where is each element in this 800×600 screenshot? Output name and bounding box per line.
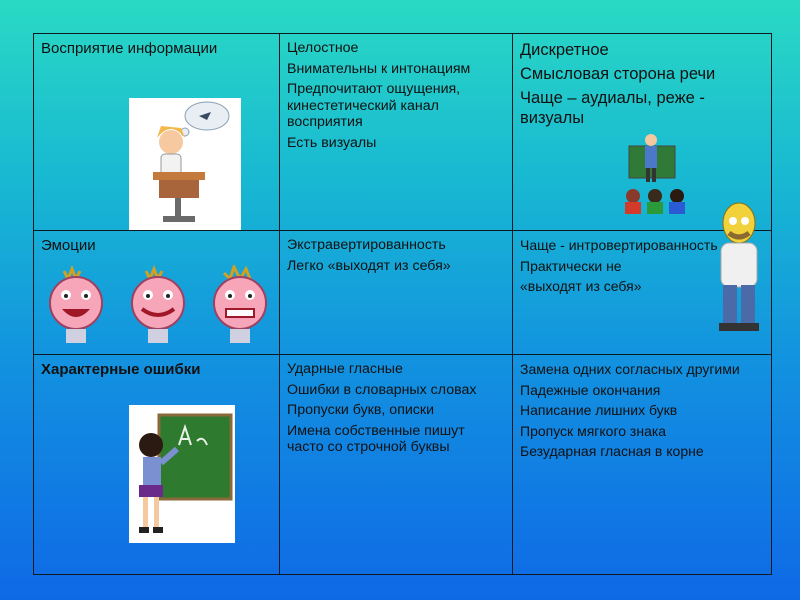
row-topic: Восприятие информации <box>41 40 218 57</box>
cell-line: Есть визуалы <box>287 134 377 151</box>
cell-line: Имена собственные пишут часто со строчной буквы <box>287 422 465 455</box>
man-figure-clipart <box>709 201 771 333</box>
cell-line: Ошибки в словарных словах <box>287 381 477 398</box>
girl-at-blackboard-clipart <box>129 405 235 543</box>
cell-line: Замена одних согласных другими <box>520 361 740 377</box>
cell-line: Падежные окончания <box>520 381 661 398</box>
cell-line: Смысловая сторона речи <box>520 65 716 83</box>
cell-line: Пропуск мягкого знака <box>520 422 667 439</box>
right-column-cell <box>513 355 772 575</box>
cell-line: Написание лишних букв <box>520 402 678 418</box>
table-row <box>34 34 772 231</box>
row-topic-cell <box>34 231 280 355</box>
row-topic: Характерные ошибки <box>41 361 201 378</box>
cell-line: Чаще - интровертированность <box>520 237 718 253</box>
row-topic-cell <box>34 355 280 575</box>
angry-face-clipart <box>208 265 272 349</box>
table-row <box>34 231 772 355</box>
comparison-table <box>33 33 772 575</box>
cell-line: Ударные гласные <box>287 361 403 377</box>
row-topic: Эмоции <box>41 237 96 254</box>
cell-line: Безударная гласная в корне <box>520 443 704 459</box>
girl-at-desk-clipart <box>129 98 241 230</box>
cell-line: Предпочитают ощущения, кинестетический канал восприятия <box>287 81 461 130</box>
table-row <box>34 355 772 575</box>
cell-line: Легко «выходят из себя» <box>287 257 451 274</box>
cell-line: Чаще – аудиалы, реже - визуалы <box>520 89 705 127</box>
cell-line: Дискретное <box>520 41 609 59</box>
happy-face-clipart <box>44 265 108 349</box>
cell-line: Экстравертированность <box>287 237 446 253</box>
cell-line: Целостное <box>287 40 359 56</box>
grinning-face-clipart <box>126 265 190 349</box>
left-column-cell <box>280 34 513 231</box>
left-column-cell <box>280 231 513 355</box>
right-column-cell <box>513 231 772 355</box>
row-topic-cell <box>34 34 280 231</box>
teacher-with-kids-clipart <box>621 132 691 218</box>
cell-line: Внимательны к интонациям <box>287 60 471 77</box>
cell-line: Пропуски букв, описки <box>287 402 435 418</box>
left-column-cell <box>280 355 513 575</box>
cell-line: «выходят из себя» <box>520 278 642 294</box>
cell-line: Практически не <box>520 257 622 274</box>
